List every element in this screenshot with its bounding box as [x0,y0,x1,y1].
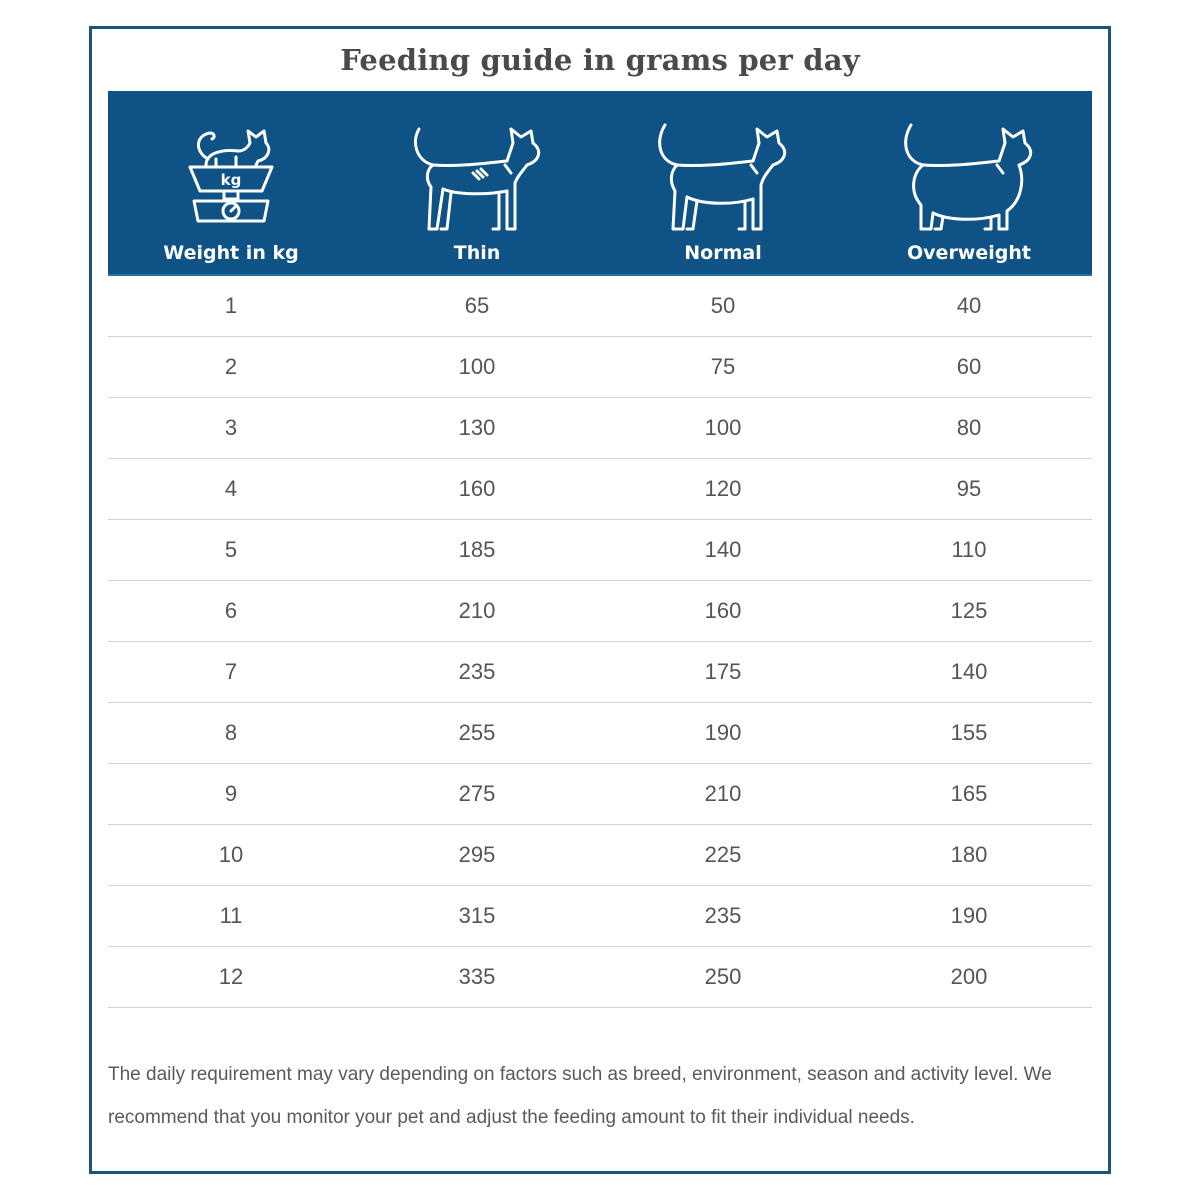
column-label-normal: Normal [684,242,762,264]
thin-cell: 275 [458,781,496,806]
thin-cell: 160 [458,476,496,501]
overweight-cell: 125 [950,598,988,623]
overweight-cell: 140 [950,659,988,684]
normal-cat-icon [653,121,793,241]
overweight-cell: 200 [950,964,988,989]
weight-cell: 3 [224,415,238,440]
scale-label: kg [220,171,242,189]
weight-cell: 6 [224,598,238,623]
table-row [108,886,1092,947]
column-header-weight [108,91,354,274]
thin-cell: 185 [458,537,496,562]
overweight-cat-icon [899,121,1039,241]
thin-cell: 210 [458,598,496,623]
overweight-cell: 180 [950,842,988,867]
table-row [108,947,1092,1008]
thin-cell: 65 [464,293,490,318]
column-label-overweight: Overweight [907,242,1031,264]
table-row [108,520,1092,581]
normal-cell: 210 [704,781,742,806]
weight-cell: 4 [224,476,238,501]
overweight-cell: 40 [956,293,982,318]
weight-cell: 7 [224,659,238,684]
weight-cell: 8 [224,720,238,745]
thin-cell: 315 [458,903,496,928]
weight-cell: 2 [224,354,238,379]
normal-cell: 75 [710,354,736,379]
feeding-guide-panel [89,26,1111,1174]
table-row [108,581,1092,642]
thin-cell: 295 [458,842,496,867]
normal-cell: 160 [704,598,742,623]
weight-cell: 1 [224,293,238,318]
overweight-cell: 155 [950,720,988,745]
column-label-thin: Thin [453,242,501,264]
thin-cell: 255 [458,720,496,745]
normal-cell: 190 [704,720,742,745]
normal-cell: 120 [704,476,742,501]
table-header [108,91,1092,276]
thin-cell: 100 [458,354,496,379]
feeding-note: The daily requirement may vary depending on factors such as breed, environment, season and activity level. We recommend that you monitor your pet and adjust the feeding amount to fit their individual needs. [108,1064,1052,1128]
table-body [108,276,1092,1008]
column-header-overweight [846,91,1092,274]
overweight-cell: 80 [956,415,982,440]
weight-cell: 10 [218,842,244,867]
weight-cell: 11 [219,903,243,928]
column-header-normal [600,91,846,274]
thin-cell: 335 [458,964,496,989]
table-row [108,642,1092,703]
normal-cell: 250 [704,964,742,989]
normal-cell: 235 [704,903,742,928]
normal-cell: 140 [704,537,742,562]
table-row [108,459,1092,520]
column-header-thin [354,91,600,274]
overweight-cell: 165 [950,781,988,806]
normal-cell: 175 [704,659,742,684]
thin-cell: 130 [458,415,496,440]
normal-cell: 50 [710,293,736,318]
normal-cell: 100 [704,415,742,440]
table-row [108,398,1092,459]
thin-cell: 235 [458,659,496,684]
table-row [108,703,1092,764]
table-row [108,276,1092,337]
weight-cell: 5 [224,537,238,562]
cat-on-scale-icon [176,121,286,231]
table-row [108,764,1092,825]
weight-cell: 9 [224,781,238,806]
feeding-table [108,91,1092,1008]
column-label-weight: Weight in kg [163,242,299,264]
overweight-cell: 95 [956,476,982,501]
overweight-cell: 190 [950,903,988,928]
overweight-cell: 110 [951,537,987,562]
normal-cell: 225 [704,842,742,867]
page-title: Feeding guide in grams per day [340,43,860,77]
overweight-cell: 60 [956,354,982,379]
table-row [108,825,1092,886]
weight-cell: 12 [218,964,244,989]
thin-cat-icon [407,121,547,241]
table-row [108,337,1092,398]
